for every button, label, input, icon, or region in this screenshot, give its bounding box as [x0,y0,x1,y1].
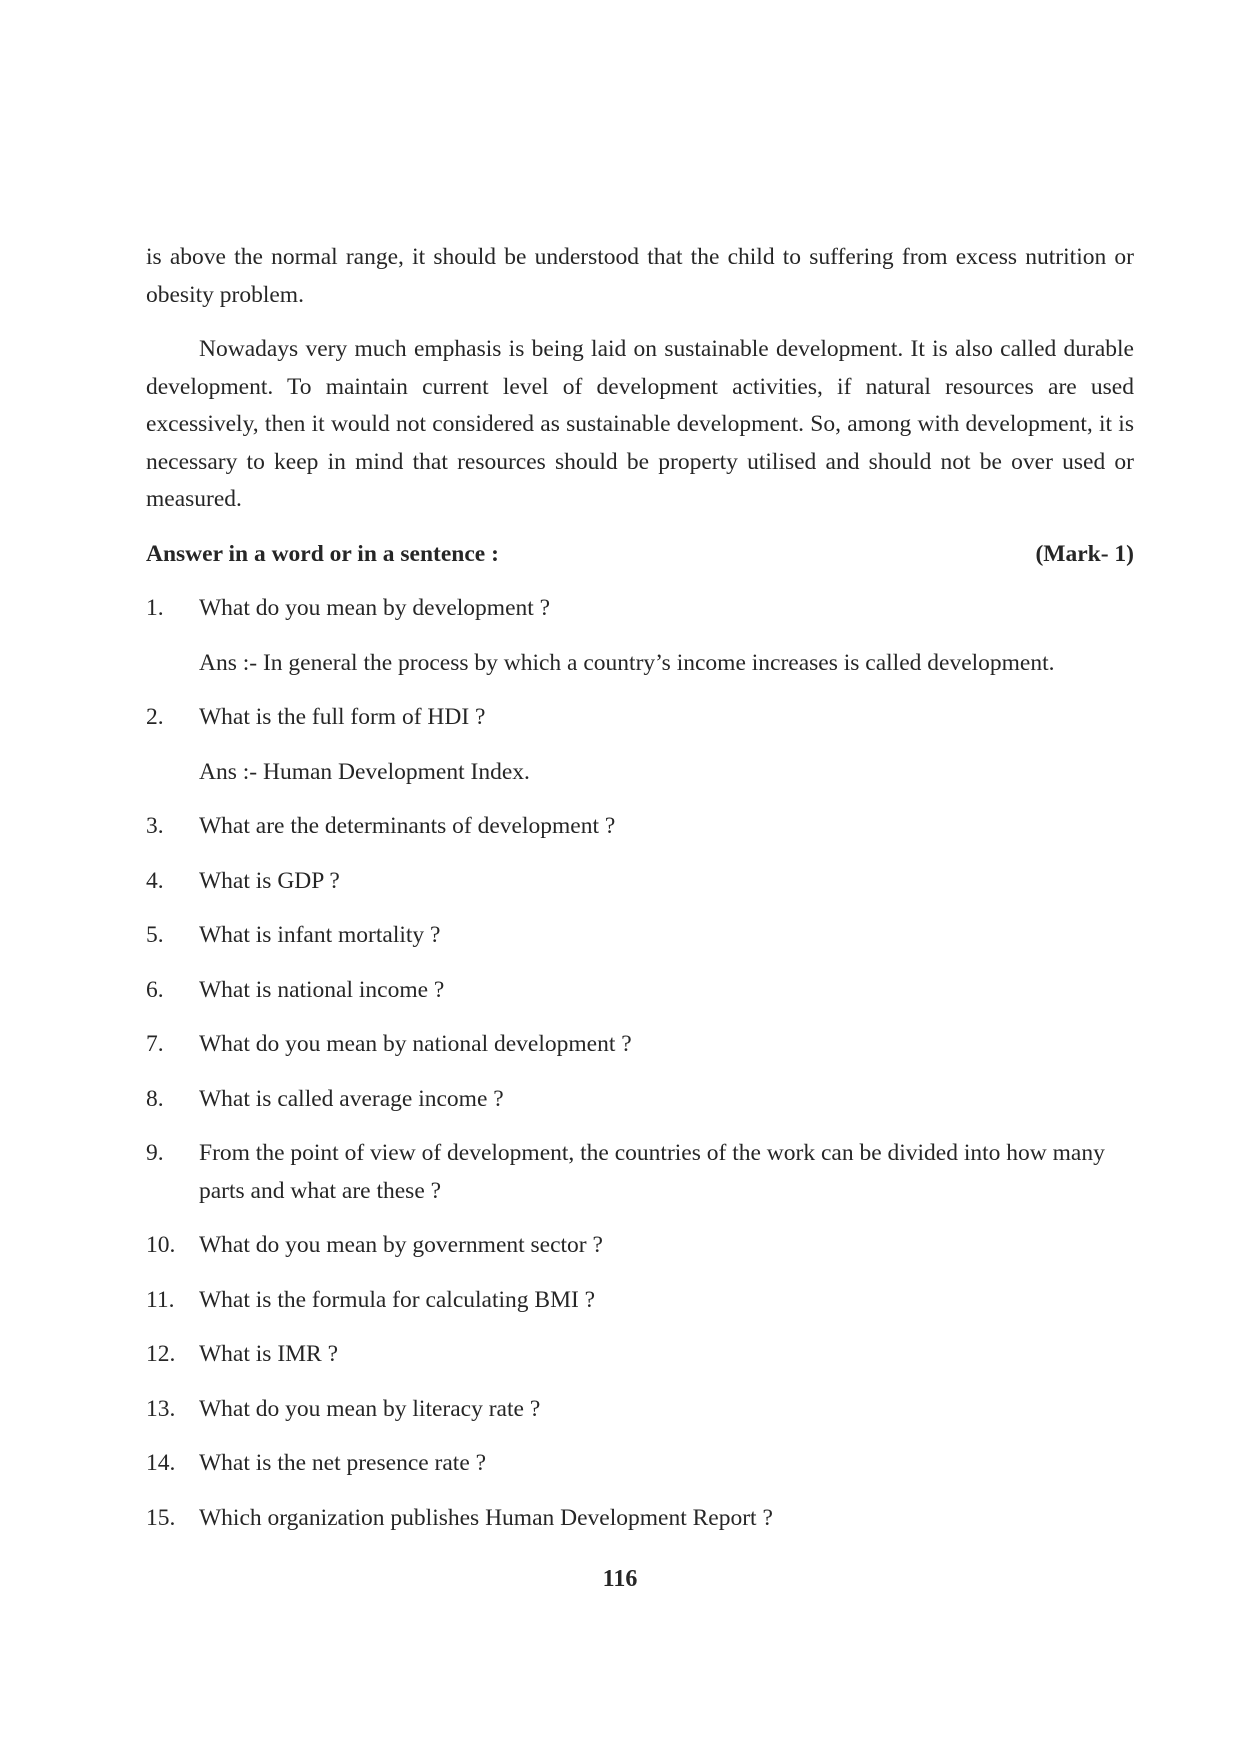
question-text: What is infant mortality ? [199,922,441,948]
question-item [146,808,1134,846]
question-item [146,1282,1134,1320]
question-number: 9. [146,1140,164,1166]
question-number: 4. [146,867,164,894]
question-body [199,1282,1134,1320]
answer-text: Ans :- Human Development Index. [199,758,530,785]
question-item [146,863,1134,901]
section-heading [146,536,1134,574]
question-body [199,972,1134,1010]
question-body [199,1135,1134,1210]
question-number: 15. [146,1504,176,1531]
question-text: What do you mean by national development ? [199,1031,632,1057]
question-text: Which organization publishes Human Development Report ? [199,1504,773,1531]
question-number: 6. [146,976,164,1003]
question-text: What is the net presence rate ? [199,1450,487,1476]
question-body [199,1500,1134,1538]
question-text: What do you mean by government sector ? [199,1232,603,1258]
question-body [199,1026,1134,1064]
question-number: 5. [146,922,164,948]
paragraph-continued: is above the normal range, it should be understood that the child to suffering from excess nutrition or obesity problem. [146,244,1134,308]
question-text: What is the full form of HDI ? [199,704,486,730]
section-marks: (Mark- 1) [1035,540,1134,567]
question-number: 2. [146,704,164,730]
question-item [146,1445,1134,1483]
page-content [146,239,1134,1554]
question-body [199,863,1134,901]
question-item [146,1391,1134,1429]
question-text: What is GDP ? [199,867,340,894]
question-number: 7. [146,1031,164,1057]
question-item [146,1135,1134,1210]
question-item [146,1227,1134,1265]
question-list [146,590,1134,1537]
page-number: 116 [602,1566,638,1592]
question-item [146,1336,1134,1374]
question-text: What do you mean by literacy rate ? [199,1395,541,1422]
question-item [146,972,1134,1010]
question-item [146,699,1134,791]
question-number: 10. [146,1232,176,1258]
question-text: What do you mean by development ? [199,595,551,621]
question-body [199,808,1134,846]
paragraph-sustainable-development: Nowadays very much emphasis is being laid on sustainable development. It is also called durable development. To maintain current level of development activities, if natural resources are used excessively, then it would not considered as sustainable development. So, among with development, it is necessary to keep in mind that resources should be property utilised and should not be over used or measured. [146,336,1134,512]
question-number: 14. [146,1450,176,1476]
question-number: 8. [146,1085,164,1112]
question-body [199,1081,1134,1119]
question-text: What are the determinants of development ? [199,813,616,839]
question-body [199,1227,1134,1265]
question-number: 3. [146,813,164,839]
question-text: What is national income ? [199,976,445,1003]
question-number: 13. [146,1395,176,1422]
question-number: 1. [146,595,164,621]
question-body [199,1391,1134,1429]
question-item [146,917,1134,955]
question-text: From the point of view of development, the countries of the work can be divided into how many parts and what are these ? [199,1140,1105,1204]
answer-text: Ans :- In general the process by which a country’s income increases is called development. [199,649,1055,676]
question-body [199,917,1134,955]
question-text: What is the formula for calculating BMI ? [199,1286,596,1313]
question-body [199,1336,1134,1374]
question-body [199,699,1134,791]
question-item [146,1026,1134,1064]
question-item [146,590,1134,682]
question-text: What is called average income ? [199,1085,504,1112]
question-number: 12. [146,1341,176,1367]
question-text: What is IMR ? [199,1341,339,1367]
section-heading-text: Answer in a word or in a sentence : [146,540,499,567]
question-body [199,1445,1134,1483]
question-item [146,1081,1134,1119]
question-item [146,1500,1134,1538]
question-number: 11. [146,1286,175,1313]
question-body [199,590,1134,682]
